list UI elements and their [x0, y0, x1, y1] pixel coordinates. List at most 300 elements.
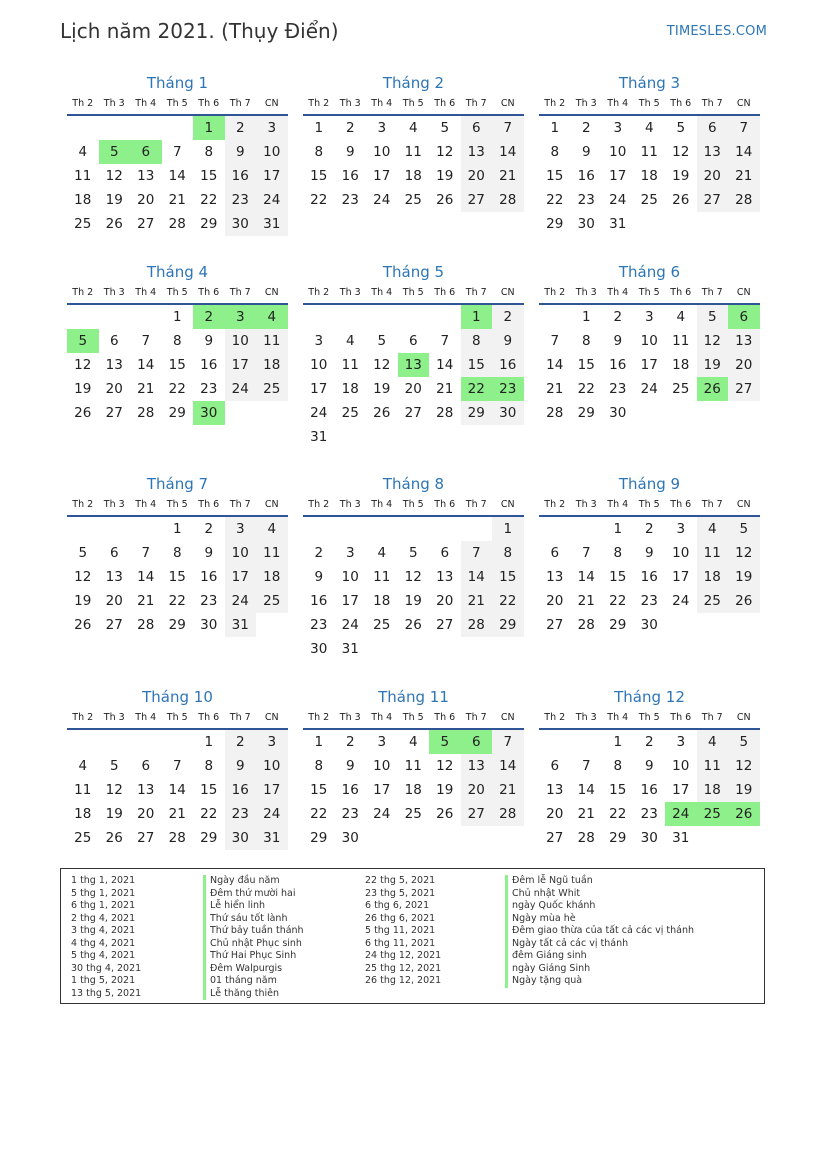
- day-cell[interactable]: 9: [492, 329, 524, 353]
- day-cell[interactable]: 26: [74, 405, 92, 421]
- day-cell[interactable]: 11: [256, 329, 288, 353]
- day-cell[interactable]: 14: [728, 140, 760, 164]
- day-cell[interactable]: 5: [408, 545, 418, 561]
- day-cell[interactable]: 9: [314, 569, 324, 585]
- day-cell[interactable]: 17: [373, 168, 391, 184]
- day-cell[interactable]: 20: [546, 593, 564, 609]
- day-cell[interactable]: 10: [373, 758, 391, 774]
- day-cell[interactable]: 9: [581, 144, 591, 160]
- day-cell[interactable]: 5: [109, 758, 119, 774]
- day-cell[interactable]: 24: [225, 377, 257, 401]
- day-cell[interactable]: 5: [697, 305, 729, 329]
- day-cell[interactable]: 2: [613, 309, 623, 325]
- day-cell[interactable]: 24: [341, 617, 359, 633]
- day-cell[interactable]: 2: [644, 734, 654, 750]
- day-cell[interactable]: 4: [676, 309, 686, 325]
- day-cell[interactable]: 23: [310, 617, 328, 633]
- day-cell[interactable]: 20: [461, 778, 493, 802]
- day-cell[interactable]: 15: [461, 353, 493, 377]
- day-cell[interactable]: 10: [640, 333, 658, 349]
- day-cell[interactable]: 2: [581, 120, 591, 136]
- day-cell[interactable]: 28: [137, 617, 155, 633]
- day-cell[interactable]: 21: [546, 381, 564, 397]
- day-cell[interactable]: 28: [492, 802, 524, 826]
- day-cell[interactable]: 20: [137, 192, 155, 208]
- day-cell[interactable]: 3: [377, 734, 387, 750]
- day-cell[interactable]: 3: [345, 545, 355, 561]
- day-cell[interactable]: 26: [728, 802, 760, 826]
- day-cell[interactable]: 8: [613, 545, 623, 561]
- day-cell[interactable]: 19: [728, 778, 760, 802]
- day-cell[interactable]: 18: [74, 806, 92, 822]
- day-cell[interactable]: 19: [74, 381, 92, 397]
- day-cell[interactable]: 8: [492, 541, 524, 565]
- day-cell[interactable]: 2: [225, 116, 257, 140]
- day-cell[interactable]: 6: [550, 758, 560, 774]
- day-cell[interactable]: 21: [492, 164, 524, 188]
- day-cell[interactable]: 1: [461, 305, 493, 329]
- day-cell[interactable]: 7: [492, 730, 524, 754]
- day-cell[interactable]: 25: [697, 802, 729, 826]
- day-cell[interactable]: 15: [200, 782, 218, 798]
- day-cell[interactable]: 23: [200, 381, 218, 397]
- day-cell[interactable]: 16: [200, 357, 218, 373]
- day-cell[interactable]: 17: [341, 593, 359, 609]
- day-cell[interactable]: 25: [404, 806, 422, 822]
- day-cell[interactable]: 30: [193, 401, 225, 425]
- day-cell[interactable]: 27: [137, 830, 155, 846]
- day-cell[interactable]: 17: [256, 778, 288, 802]
- day-cell[interactable]: 1: [550, 120, 560, 136]
- day-cell[interactable]: 30: [640, 830, 658, 846]
- day-cell[interactable]: 17: [609, 168, 627, 184]
- day-cell[interactable]: 14: [461, 565, 493, 589]
- day-cell[interactable]: 7: [440, 333, 450, 349]
- day-cell[interactable]: 18: [256, 353, 288, 377]
- day-cell[interactable]: 18: [672, 357, 690, 373]
- day-cell[interactable]: 24: [373, 806, 391, 822]
- day-cell[interactable]: 4: [78, 758, 88, 774]
- day-cell[interactable]: 29: [310, 830, 328, 846]
- day-cell[interactable]: 30: [609, 405, 627, 421]
- day-cell[interactable]: 11: [640, 144, 658, 160]
- day-cell[interactable]: 1: [581, 309, 591, 325]
- day-cell[interactable]: 25: [256, 377, 288, 401]
- day-cell[interactable]: 3: [225, 517, 257, 541]
- day-cell[interactable]: 13: [697, 140, 729, 164]
- day-cell[interactable]: 10: [225, 329, 257, 353]
- day-cell[interactable]: 25: [341, 405, 359, 421]
- day-cell[interactable]: 16: [225, 778, 257, 802]
- day-cell[interactable]: 9: [345, 144, 355, 160]
- day-cell[interactable]: 28: [728, 188, 760, 212]
- day-cell[interactable]: 21: [461, 589, 493, 613]
- day-cell[interactable]: 27: [105, 405, 123, 421]
- day-cell[interactable]: 23: [640, 806, 658, 822]
- day-cell[interactable]: 10: [672, 758, 690, 774]
- day-cell[interactable]: 18: [74, 192, 92, 208]
- day-cell[interactable]: 25: [74, 830, 92, 846]
- day-cell[interactable]: 28: [492, 188, 524, 212]
- day-cell[interactable]: 7: [581, 758, 591, 774]
- day-cell[interactable]: 12: [105, 782, 123, 798]
- day-cell[interactable]: 30: [341, 830, 359, 846]
- day-cell[interactable]: 24: [640, 381, 658, 397]
- day-cell[interactable]: 27: [546, 617, 564, 633]
- day-cell[interactable]: 22: [200, 192, 218, 208]
- day-cell[interactable]: 17: [256, 164, 288, 188]
- day-cell[interactable]: 28: [137, 405, 155, 421]
- day-cell[interactable]: 28: [168, 216, 186, 232]
- day-cell[interactable]: 15: [577, 357, 595, 373]
- day-cell[interactable]: 13: [461, 754, 493, 778]
- day-cell[interactable]: 14: [137, 357, 155, 373]
- day-cell[interactable]: 21: [168, 192, 186, 208]
- day-cell[interactable]: 7: [141, 333, 151, 349]
- day-cell[interactable]: 8: [550, 144, 560, 160]
- day-cell[interactable]: 5: [67, 329, 99, 353]
- day-cell[interactable]: 4: [78, 144, 88, 160]
- day-cell[interactable]: 11: [672, 333, 690, 349]
- day-cell[interactable]: 7: [172, 758, 182, 774]
- day-cell[interactable]: 11: [404, 144, 422, 160]
- day-cell[interactable]: 6: [550, 545, 560, 561]
- day-cell[interactable]: 15: [310, 168, 328, 184]
- day-cell[interactable]: 3: [225, 305, 257, 329]
- day-cell[interactable]: 31: [256, 212, 288, 236]
- day-cell[interactable]: 15: [609, 569, 627, 585]
- day-cell[interactable]: 4: [408, 734, 418, 750]
- day-cell[interactable]: 25: [74, 216, 92, 232]
- day-cell[interactable]: 3: [256, 730, 288, 754]
- day-cell[interactable]: 5: [728, 517, 760, 541]
- day-cell[interactable]: 13: [546, 569, 564, 585]
- day-cell[interactable]: 26: [74, 617, 92, 633]
- day-cell[interactable]: 13: [546, 782, 564, 798]
- day-cell[interactable]: 1: [613, 734, 623, 750]
- day-cell[interactable]: 12: [672, 144, 690, 160]
- day-cell[interactable]: 29: [577, 405, 595, 421]
- day-cell[interactable]: 13: [105, 357, 123, 373]
- day-cell[interactable]: 17: [225, 565, 257, 589]
- day-cell[interactable]: 4: [697, 517, 729, 541]
- day-cell[interactable]: 23: [609, 381, 627, 397]
- day-cell[interactable]: 19: [105, 806, 123, 822]
- day-cell[interactable]: 1: [613, 521, 623, 537]
- day-cell[interactable]: 21: [436, 381, 454, 397]
- day-cell[interactable]: 18: [256, 565, 288, 589]
- day-cell[interactable]: 16: [640, 569, 658, 585]
- day-cell[interactable]: 20: [546, 806, 564, 822]
- day-cell[interactable]: 22: [168, 381, 186, 397]
- day-cell[interactable]: 16: [225, 164, 257, 188]
- day-cell[interactable]: 31: [341, 641, 359, 657]
- day-cell[interactable]: 19: [728, 565, 760, 589]
- day-cell[interactable]: 17: [640, 357, 658, 373]
- day-cell[interactable]: 4: [377, 545, 387, 561]
- day-cell[interactable]: 28: [577, 617, 595, 633]
- day-cell[interactable]: 2: [492, 305, 524, 329]
- day-cell[interactable]: 7: [550, 333, 560, 349]
- day-cell[interactable]: 12: [697, 329, 729, 353]
- day-cell[interactable]: 27: [461, 802, 493, 826]
- day-cell[interactable]: 20: [137, 806, 155, 822]
- day-cell[interactable]: 22: [609, 806, 627, 822]
- day-cell[interactable]: 22: [200, 806, 218, 822]
- day-cell[interactable]: 28: [461, 613, 493, 637]
- day-cell[interactable]: 27: [105, 617, 123, 633]
- day-cell[interactable]: 7: [172, 144, 182, 160]
- day-cell[interactable]: 30: [225, 212, 257, 236]
- day-cell[interactable]: 13: [105, 569, 123, 585]
- day-cell[interactable]: 24: [256, 802, 288, 826]
- day-cell[interactable]: 9: [345, 758, 355, 774]
- day-cell[interactable]: 2: [345, 120, 355, 136]
- day-cell[interactable]: 2: [204, 521, 214, 537]
- day-cell[interactable]: 27: [137, 216, 155, 232]
- day-cell[interactable]: 13: [461, 140, 493, 164]
- day-cell[interactable]: 13: [436, 569, 454, 585]
- day-cell[interactable]: 6: [461, 730, 493, 754]
- day-cell[interactable]: 11: [404, 758, 422, 774]
- day-cell[interactable]: 9: [225, 754, 257, 778]
- day-cell[interactable]: 30: [225, 826, 257, 850]
- day-cell[interactable]: 29: [609, 830, 627, 846]
- day-cell[interactable]: 9: [644, 545, 654, 561]
- day-cell[interactable]: 10: [256, 754, 288, 778]
- day-cell[interactable]: 28: [168, 830, 186, 846]
- day-cell[interactable]: 22: [461, 377, 493, 401]
- day-cell[interactable]: 9: [225, 140, 257, 164]
- day-cell[interactable]: 24: [665, 802, 697, 826]
- day-cell[interactable]: 19: [74, 593, 92, 609]
- day-cell[interactable]: 15: [546, 168, 564, 184]
- day-cell[interactable]: 20: [436, 593, 454, 609]
- day-cell[interactable]: 7: [492, 116, 524, 140]
- day-cell[interactable]: 22: [577, 381, 595, 397]
- day-cell[interactable]: 21: [137, 381, 155, 397]
- day-cell[interactable]: 29: [609, 617, 627, 633]
- day-cell[interactable]: 2: [225, 730, 257, 754]
- day-cell[interactable]: 1: [314, 734, 324, 750]
- day-cell[interactable]: 22: [168, 593, 186, 609]
- day-cell[interactable]: 14: [546, 357, 564, 373]
- day-cell[interactable]: 8: [314, 144, 324, 160]
- day-cell[interactable]: 7: [141, 545, 151, 561]
- day-cell[interactable]: 24: [672, 593, 690, 609]
- day-cell[interactable]: 5: [440, 120, 450, 136]
- day-cell[interactable]: 8: [172, 333, 182, 349]
- day-cell[interactable]: 5: [429, 730, 461, 754]
- day-cell[interactable]: 16: [200, 569, 218, 585]
- day-cell[interactable]: 10: [310, 357, 328, 373]
- day-cell[interactable]: 21: [492, 778, 524, 802]
- day-cell[interactable]: 11: [256, 541, 288, 565]
- day-cell[interactable]: 16: [341, 168, 359, 184]
- day-cell[interactable]: 10: [341, 569, 359, 585]
- day-cell[interactable]: 11: [373, 569, 391, 585]
- day-cell[interactable]: 15: [310, 782, 328, 798]
- day-cell[interactable]: 23: [341, 192, 359, 208]
- day-cell[interactable]: 15: [492, 565, 524, 589]
- day-cell[interactable]: 29: [546, 216, 564, 232]
- day-cell[interactable]: 26: [436, 192, 454, 208]
- day-cell[interactable]: 30: [310, 641, 328, 657]
- day-cell[interactable]: 14: [137, 569, 155, 585]
- day-cell[interactable]: 6: [130, 140, 162, 164]
- day-cell[interactable]: 5: [377, 333, 387, 349]
- day-cell[interactable]: 12: [74, 569, 92, 585]
- day-cell[interactable]: 12: [404, 569, 422, 585]
- day-cell[interactable]: 14: [577, 782, 595, 798]
- day-cell[interactable]: 21: [728, 164, 760, 188]
- day-cell[interactable]: 14: [492, 140, 524, 164]
- day-cell[interactable]: 31: [609, 216, 627, 232]
- day-cell[interactable]: 30: [640, 617, 658, 633]
- day-cell[interactable]: 6: [109, 333, 119, 349]
- day-cell[interactable]: 24: [310, 405, 328, 421]
- day-cell[interactable]: 27: [404, 405, 422, 421]
- day-cell[interactable]: 3: [644, 309, 654, 325]
- day-cell[interactable]: 25: [404, 192, 422, 208]
- day-cell[interactable]: 12: [436, 144, 454, 160]
- day-cell[interactable]: 4: [697, 730, 729, 754]
- day-cell[interactable]: 11: [697, 754, 729, 778]
- day-cell[interactable]: 16: [492, 353, 524, 377]
- day-cell[interactable]: 18: [640, 168, 658, 184]
- day-cell[interactable]: 7: [728, 116, 760, 140]
- day-cell[interactable]: 15: [168, 357, 186, 373]
- day-cell[interactable]: 23: [640, 593, 658, 609]
- day-cell[interactable]: 2: [193, 305, 225, 329]
- day-cell[interactable]: 10: [373, 144, 391, 160]
- day-cell[interactable]: 8: [314, 758, 324, 774]
- site-link[interactable]: TIMESLES.COM: [666, 24, 767, 39]
- day-cell[interactable]: 27: [546, 830, 564, 846]
- day-cell[interactable]: 16: [640, 782, 658, 798]
- day-cell[interactable]: 6: [109, 545, 119, 561]
- day-cell[interactable]: 11: [74, 168, 92, 184]
- day-cell[interactable]: 8: [204, 758, 214, 774]
- day-cell[interactable]: 11: [341, 357, 359, 373]
- day-cell[interactable]: 24: [373, 192, 391, 208]
- day-cell[interactable]: 17: [672, 569, 690, 585]
- day-cell[interactable]: 12: [373, 357, 391, 373]
- day-cell[interactable]: 14: [168, 782, 186, 798]
- day-cell[interactable]: 20: [728, 353, 760, 377]
- day-cell[interactable]: 7: [581, 545, 591, 561]
- day-cell[interactable]: 5: [728, 730, 760, 754]
- day-cell[interactable]: 21: [577, 593, 595, 609]
- day-cell[interactable]: 8: [461, 329, 493, 353]
- day-cell[interactable]: 21: [168, 806, 186, 822]
- day-cell[interactable]: 4: [408, 120, 418, 136]
- day-cell[interactable]: 21: [137, 593, 155, 609]
- day-cell[interactable]: 26: [105, 216, 123, 232]
- day-cell[interactable]: 4: [256, 517, 288, 541]
- day-cell[interactable]: 2: [314, 545, 324, 561]
- day-cell[interactable]: 26: [672, 192, 690, 208]
- day-cell[interactable]: 22: [310, 806, 328, 822]
- day-cell[interactable]: 30: [577, 216, 595, 232]
- day-cell[interactable]: 2: [345, 734, 355, 750]
- day-cell[interactable]: 23: [492, 377, 524, 401]
- day-cell[interactable]: 18: [373, 593, 391, 609]
- day-cell[interactable]: 1: [172, 309, 182, 325]
- day-cell[interactable]: 20: [697, 164, 729, 188]
- day-cell[interactable]: 13: [137, 782, 155, 798]
- day-cell[interactable]: 9: [613, 333, 623, 349]
- day-cell[interactable]: 13: [398, 353, 430, 377]
- day-cell[interactable]: 3: [676, 521, 686, 537]
- day-cell[interactable]: 4: [345, 333, 355, 349]
- day-cell[interactable]: 17: [225, 353, 257, 377]
- day-cell[interactable]: 12: [728, 541, 760, 565]
- day-cell[interactable]: 9: [644, 758, 654, 774]
- day-cell[interactable]: 31: [256, 826, 288, 850]
- day-cell[interactable]: 24: [225, 589, 257, 613]
- day-cell[interactable]: 8: [204, 144, 214, 160]
- day-cell[interactable]: 29: [168, 617, 186, 633]
- day-cell[interactable]: 2: [644, 521, 654, 537]
- day-cell[interactable]: 1: [172, 521, 182, 537]
- day-cell[interactable]: 25: [640, 192, 658, 208]
- day-cell[interactable]: 16: [609, 357, 627, 373]
- day-cell[interactable]: 19: [404, 593, 422, 609]
- day-cell[interactable]: 30: [200, 617, 218, 633]
- day-cell[interactable]: 3: [314, 333, 324, 349]
- day-cell[interactable]: 10: [225, 541, 257, 565]
- day-cell[interactable]: 17: [373, 782, 391, 798]
- day-cell[interactable]: 1: [193, 116, 225, 140]
- day-cell[interactable]: 23: [225, 802, 257, 826]
- day-cell[interactable]: 5: [99, 140, 131, 164]
- day-cell[interactable]: 15: [168, 569, 186, 585]
- day-cell[interactable]: 24: [609, 192, 627, 208]
- day-cell[interactable]: 29: [168, 405, 186, 421]
- day-cell[interactable]: 30: [492, 401, 524, 425]
- day-cell[interactable]: 28: [577, 830, 595, 846]
- day-cell[interactable]: 27: [728, 377, 760, 401]
- day-cell[interactable]: 18: [341, 381, 359, 397]
- day-cell[interactable]: 3: [256, 116, 288, 140]
- day-cell[interactable]: 27: [436, 617, 454, 633]
- day-cell[interactable]: 19: [697, 353, 729, 377]
- day-cell[interactable]: 23: [341, 806, 359, 822]
- day-cell[interactable]: 16: [577, 168, 595, 184]
- day-cell[interactable]: 25: [256, 589, 288, 613]
- day-cell[interactable]: 18: [697, 565, 729, 589]
- day-cell[interactable]: 18: [404, 168, 422, 184]
- day-cell[interactable]: 3: [377, 120, 387, 136]
- day-cell[interactable]: 4: [644, 120, 654, 136]
- day-cell[interactable]: 1: [314, 120, 324, 136]
- day-cell[interactable]: 6: [408, 333, 418, 349]
- day-cell[interactable]: 22: [546, 192, 564, 208]
- day-cell[interactable]: 15: [200, 168, 218, 184]
- day-cell[interactable]: 20: [461, 164, 493, 188]
- day-cell[interactable]: 29: [461, 401, 493, 425]
- day-cell[interactable]: 15: [609, 782, 627, 798]
- day-cell[interactable]: 22: [492, 589, 524, 613]
- day-cell[interactable]: 22: [310, 192, 328, 208]
- day-cell[interactable]: 8: [172, 545, 182, 561]
- day-cell[interactable]: 25: [672, 381, 690, 397]
- day-cell[interactable]: 14: [436, 357, 454, 373]
- day-cell[interactable]: 31: [225, 613, 257, 637]
- day-cell[interactable]: 12: [105, 168, 123, 184]
- day-cell[interactable]: 27: [461, 188, 493, 212]
